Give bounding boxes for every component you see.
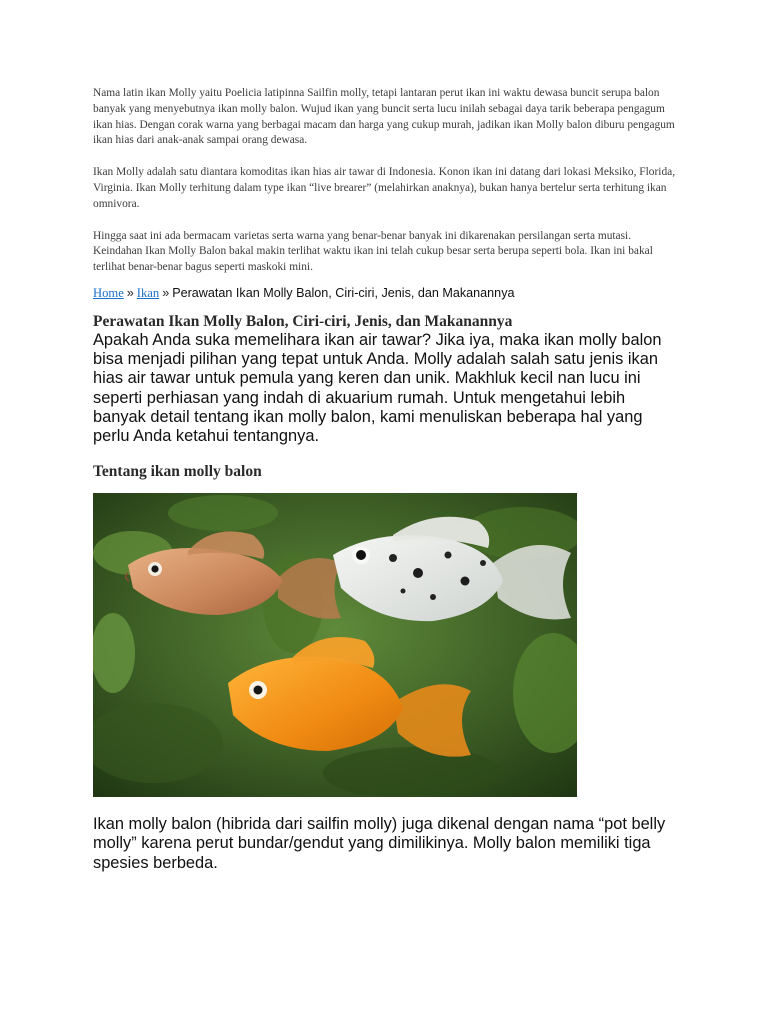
breadcrumb-current: Perawatan Ikan Molly Balon, Ciri-ciri, Jenis, dan Makanannya xyxy=(172,285,515,300)
closing-paragraph: Ikan molly balon (hibrida dari sailfin molly) juga dikenal dengan nama “pot belly molly” karena perut bundar/gendut yang dimilikinya. Molly balon memiliki tiga spesies berbeda. xyxy=(93,815,666,872)
lead-paragraph: Apakah Anda suka memelihara ikan air tawar? Jika iya, maka ikan molly balon bisa menjadi pilihan yang tepat untuk Anda. Molly adalah salah satu jenis ikan hias air tawar untuk pemula yang keren dan unik. Makhluk kecil nan lucu ini seperti perhiasan yang indah di akuarium rumah. Untuk mengetahui lebih banyak detail tentang ikan molly balon, kami menuliskan beberapa hal yang perlu Anda ketahui tentangnya. xyxy=(93,330,662,445)
article xyxy=(93,86,683,873)
breadcrumb-home-link[interactable]: Home xyxy=(93,285,124,300)
intro-paragraph-2: Ikan Molly adalah satu diantara komoditas ikan hias air tawar di Indonesia. Konon ikan ini datang dari lokasi Meksiko, Florida, Virginia. Ikan Molly terhitung dalam type ikan “live brearer” (melahirkan anaknya), bukan hanya bertelur serta terhitung ikan omnivora. xyxy=(93,166,676,210)
fish-illustration xyxy=(93,493,577,797)
section-heading: Tentang ikan molly balon xyxy=(93,463,262,481)
intro-paragraph-1: Nama latin ikan Molly yaitu Poelicia latipinna Sailfin molly, tetapi lantaran perut ikan ini waktu dewasa buncit serupa balon banyak yang menyebutnya ikan molly balon. Wujud ikan yang buncit serta lucu inilah sebagai daya tarik beberapa pengagum ikan hias. Dengan corak warna yang berbagai macam dan harga yang cukup murah, jadikan ikan Molly balon diburu pengagum ikan hias dari anak-anak sampai orang dewasa. xyxy=(93,87,675,147)
breadcrumb-category-link[interactable]: Ikan xyxy=(136,285,160,300)
post-title: Perawatan Ikan Molly Balon, Ciri-ciri, Jenis, dan Makanannya xyxy=(93,312,513,330)
breadcrumb xyxy=(93,286,683,301)
intro-paragraph-3: Hingga saat ini ada bermacam varietas serta warna yang benar-benar banyak ini dikarenakan persilangan serta mutasi. Keindahan Ikan Molly Balon bakal makin terlihat waktu ikan ini telah cukup besar serta berupa seperti bola. Ikan ini bakal terlihat benar-benar bagus seperti maskoki mini. xyxy=(93,229,653,274)
molly-fish-photo xyxy=(93,493,577,797)
breadcrumb-separator: » xyxy=(162,285,170,300)
breadcrumb-separator: » xyxy=(126,285,134,300)
